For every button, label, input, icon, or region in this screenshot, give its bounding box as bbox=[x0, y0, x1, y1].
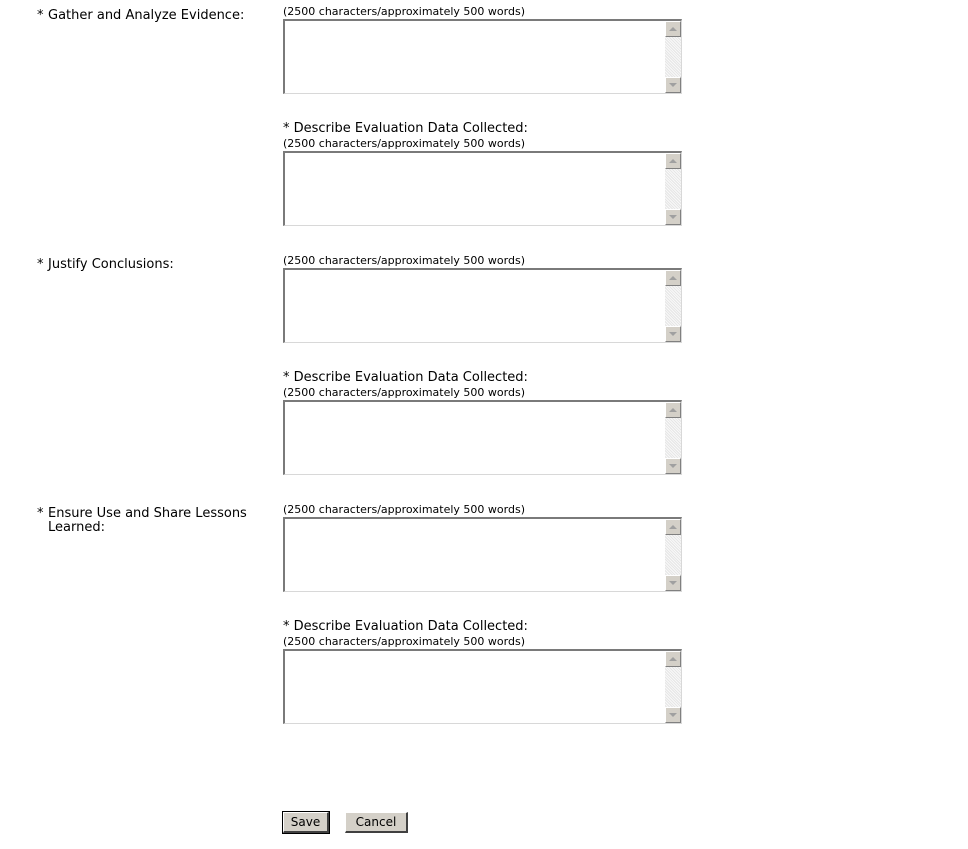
scroll-up-button[interactable] bbox=[665, 153, 681, 169]
required-marker: * bbox=[37, 8, 44, 23]
scroll-up-arrow-icon bbox=[669, 276, 677, 280]
scroll-down-button[interactable] bbox=[665, 77, 681, 93]
textarea-scrollbar[interactable] bbox=[665, 21, 681, 93]
textarea-scrollbar[interactable] bbox=[665, 402, 681, 474]
describe-data-label: * Describe Evaluation Data Collected: bbox=[283, 121, 528, 136]
scroll-down-arrow-icon bbox=[669, 713, 677, 717]
scroll-down-button[interactable] bbox=[665, 458, 681, 474]
textarea-scrollbar[interactable] bbox=[665, 270, 681, 342]
scroll-down-button[interactable] bbox=[665, 707, 681, 723]
scroll-down-arrow-icon bbox=[669, 83, 677, 87]
describe-data-label: * Describe Evaluation Data Collected: bbox=[283, 619, 528, 634]
share-lessons-data-textarea[interactable] bbox=[283, 649, 682, 724]
scroll-down-button[interactable] bbox=[665, 575, 681, 591]
section-label-text: Gather and Analyze Evidence: bbox=[48, 8, 245, 23]
cancel-button[interactable]: Cancel bbox=[345, 812, 408, 833]
scroll-down-arrow-icon bbox=[669, 581, 677, 585]
section-label-gather-evidence bbox=[37, 9, 252, 23]
justify-conclusions-textarea[interactable] bbox=[283, 268, 682, 343]
scroll-up-button[interactable] bbox=[665, 21, 681, 37]
character-limit-hint: (2500 characters/approximately 500 words) bbox=[283, 635, 525, 648]
scroll-down-arrow-icon bbox=[669, 215, 677, 219]
section-label-justify-conclusions bbox=[37, 258, 252, 272]
scroll-down-button[interactable] bbox=[665, 209, 681, 225]
scroll-up-arrow-icon bbox=[669, 408, 677, 412]
section-label-text: Ensure Use and Share Lessons Learned: bbox=[48, 506, 247, 535]
share-lessons-textarea[interactable] bbox=[283, 517, 682, 592]
textarea-scrollbar[interactable] bbox=[665, 153, 681, 225]
scroll-up-arrow-icon bbox=[669, 159, 677, 163]
save-button[interactable]: Save bbox=[283, 812, 329, 833]
scroll-up-arrow-icon bbox=[669, 525, 677, 529]
character-limit-hint: (2500 characters/approximately 500 words) bbox=[283, 137, 525, 150]
gather-evidence-data-textarea[interactable] bbox=[283, 151, 682, 226]
section-label-text: Justify Conclusions: bbox=[48, 257, 174, 272]
scroll-down-arrow-icon bbox=[669, 464, 677, 468]
required-marker: * bbox=[37, 257, 44, 272]
scroll-up-arrow-icon bbox=[669, 27, 677, 31]
textarea-scrollbar[interactable] bbox=[665, 651, 681, 723]
justify-conclusions-data-textarea[interactable] bbox=[283, 400, 682, 475]
character-limit-hint: (2500 characters/approximately 500 words) bbox=[283, 254, 525, 267]
describe-data-label: * Describe Evaluation Data Collected: bbox=[283, 370, 528, 385]
character-limit-hint: (2500 characters/approximately 500 words) bbox=[283, 386, 525, 399]
scroll-up-button[interactable] bbox=[665, 651, 681, 667]
scroll-up-button[interactable] bbox=[665, 402, 681, 418]
scroll-up-button[interactable] bbox=[665, 270, 681, 286]
textarea-scrollbar[interactable] bbox=[665, 519, 681, 591]
character-limit-hint: (2500 characters/approximately 500 words) bbox=[283, 503, 525, 516]
character-limit-hint: (2500 characters/approximately 500 words) bbox=[283, 5, 525, 18]
required-marker: * bbox=[37, 506, 44, 521]
section-label-share-lessons bbox=[37, 507, 252, 535]
gather-evidence-textarea[interactable] bbox=[283, 19, 682, 94]
scroll-up-arrow-icon bbox=[669, 657, 677, 661]
scroll-down-button[interactable] bbox=[665, 326, 681, 342]
scroll-down-arrow-icon bbox=[669, 332, 677, 336]
scroll-up-button[interactable] bbox=[665, 519, 681, 535]
